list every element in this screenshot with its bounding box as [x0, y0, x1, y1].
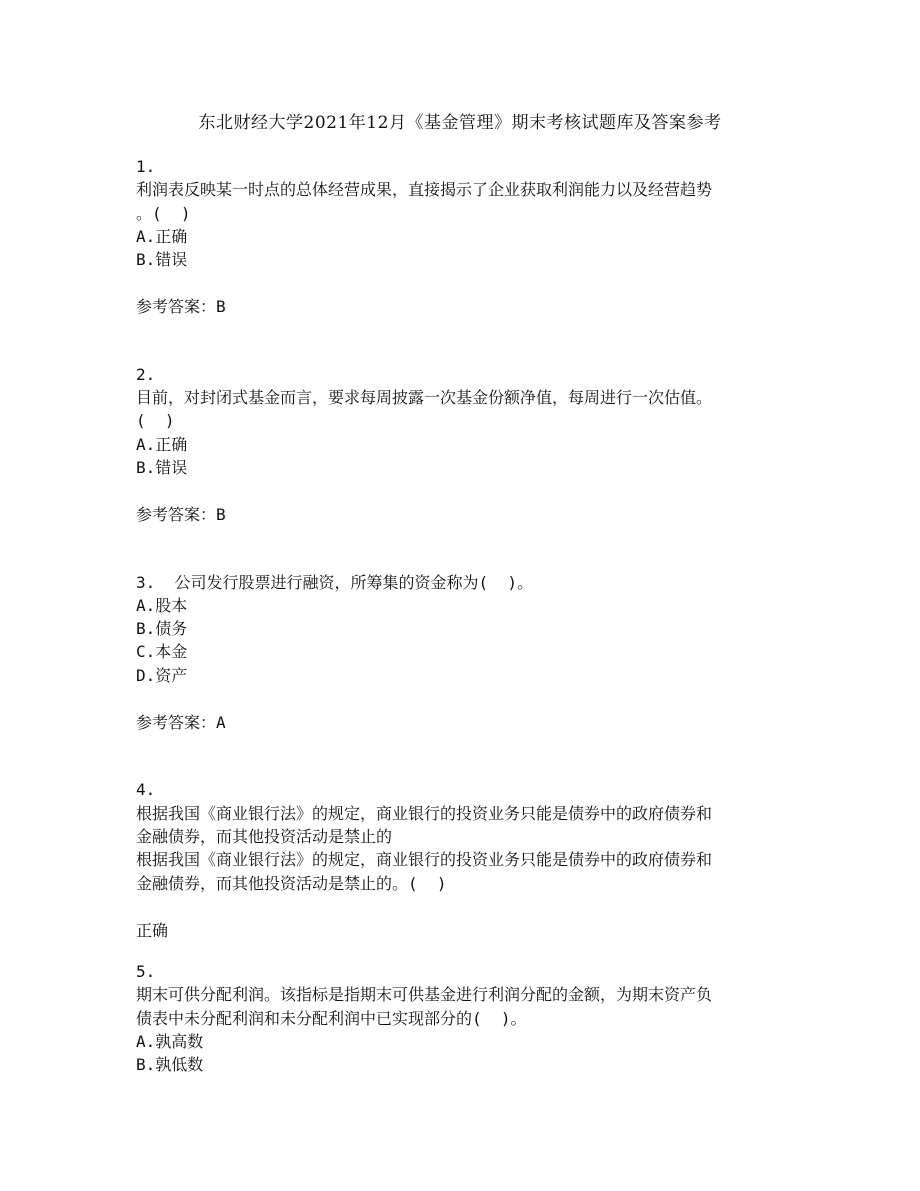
answer: 参考答案：B: [136, 505, 226, 525]
question-text-line: 利润表反映某一时点的总体经营成果，直接揭示了企业获取利润能力以及经营趋势: [136, 180, 713, 200]
answer: 参考答案：B: [136, 297, 226, 317]
answer: 参考答案：A: [136, 713, 226, 733]
answer: 正确: [136, 920, 169, 940]
question-number: 2.: [136, 364, 156, 384]
document-title: 东北财经大学2021年12月《基金管理》期末考核试题库及答案参考: [198, 113, 722, 133]
option-a: A.股本: [136, 595, 188, 615]
option-b: B.错误: [136, 457, 188, 477]
question-text-line: 期末可供分配利润。该指标是指期末可供基金进行利润分配的金额，为期末资产负: [136, 985, 713, 1005]
option-d: D.资产: [136, 665, 188, 685]
question-text-line: 金融债券，而其他投资活动是禁止的。( ): [136, 873, 447, 893]
question-4: [136, 778, 796, 942]
question-text-line: 金融债券，而其他投资活动是禁止的: [136, 826, 393, 846]
option-b: B.错误: [136, 250, 188, 270]
question-number: 5.: [136, 962, 156, 982]
question-text-line: ( ): [136, 411, 175, 431]
question-1: [136, 155, 796, 319]
question-5: [136, 960, 796, 1076]
option-b: B.孰低数: [136, 1055, 204, 1075]
option-c: C.本金: [136, 642, 188, 662]
question-text-line: 债表中未分配利润和未分配利润中已实现部分的( )。: [136, 1008, 527, 1028]
option-a: A.正确: [136, 434, 188, 454]
question-text-line: 根据我国《商业银行法》的规定，商业银行的投资业务只能是债券中的政府债券和: [136, 850, 713, 870]
question-number: 4.: [136, 780, 156, 800]
option-a: A.正确: [136, 226, 188, 246]
question-number: 3. 公司发行股票进行融资，所筹集的资金称为( )。: [136, 572, 534, 592]
question-3: [136, 571, 796, 735]
option-b: B.债务: [136, 619, 188, 639]
option-a: A.孰高数: [136, 1032, 204, 1052]
question-number: 1.: [136, 157, 156, 176]
question-text-line: 。( ): [136, 203, 191, 223]
question-text-line: 根据我国《商业银行法》的规定，商业银行的投资业务只能是债券中的政府债券和: [136, 803, 713, 823]
question-2: [136, 363, 796, 527]
question-text-line: 目前，对封闭式基金而言，要求每周披露一次基金份额净值，每周进行一次估值。: [136, 388, 713, 408]
question-list: [136, 155, 796, 1077]
